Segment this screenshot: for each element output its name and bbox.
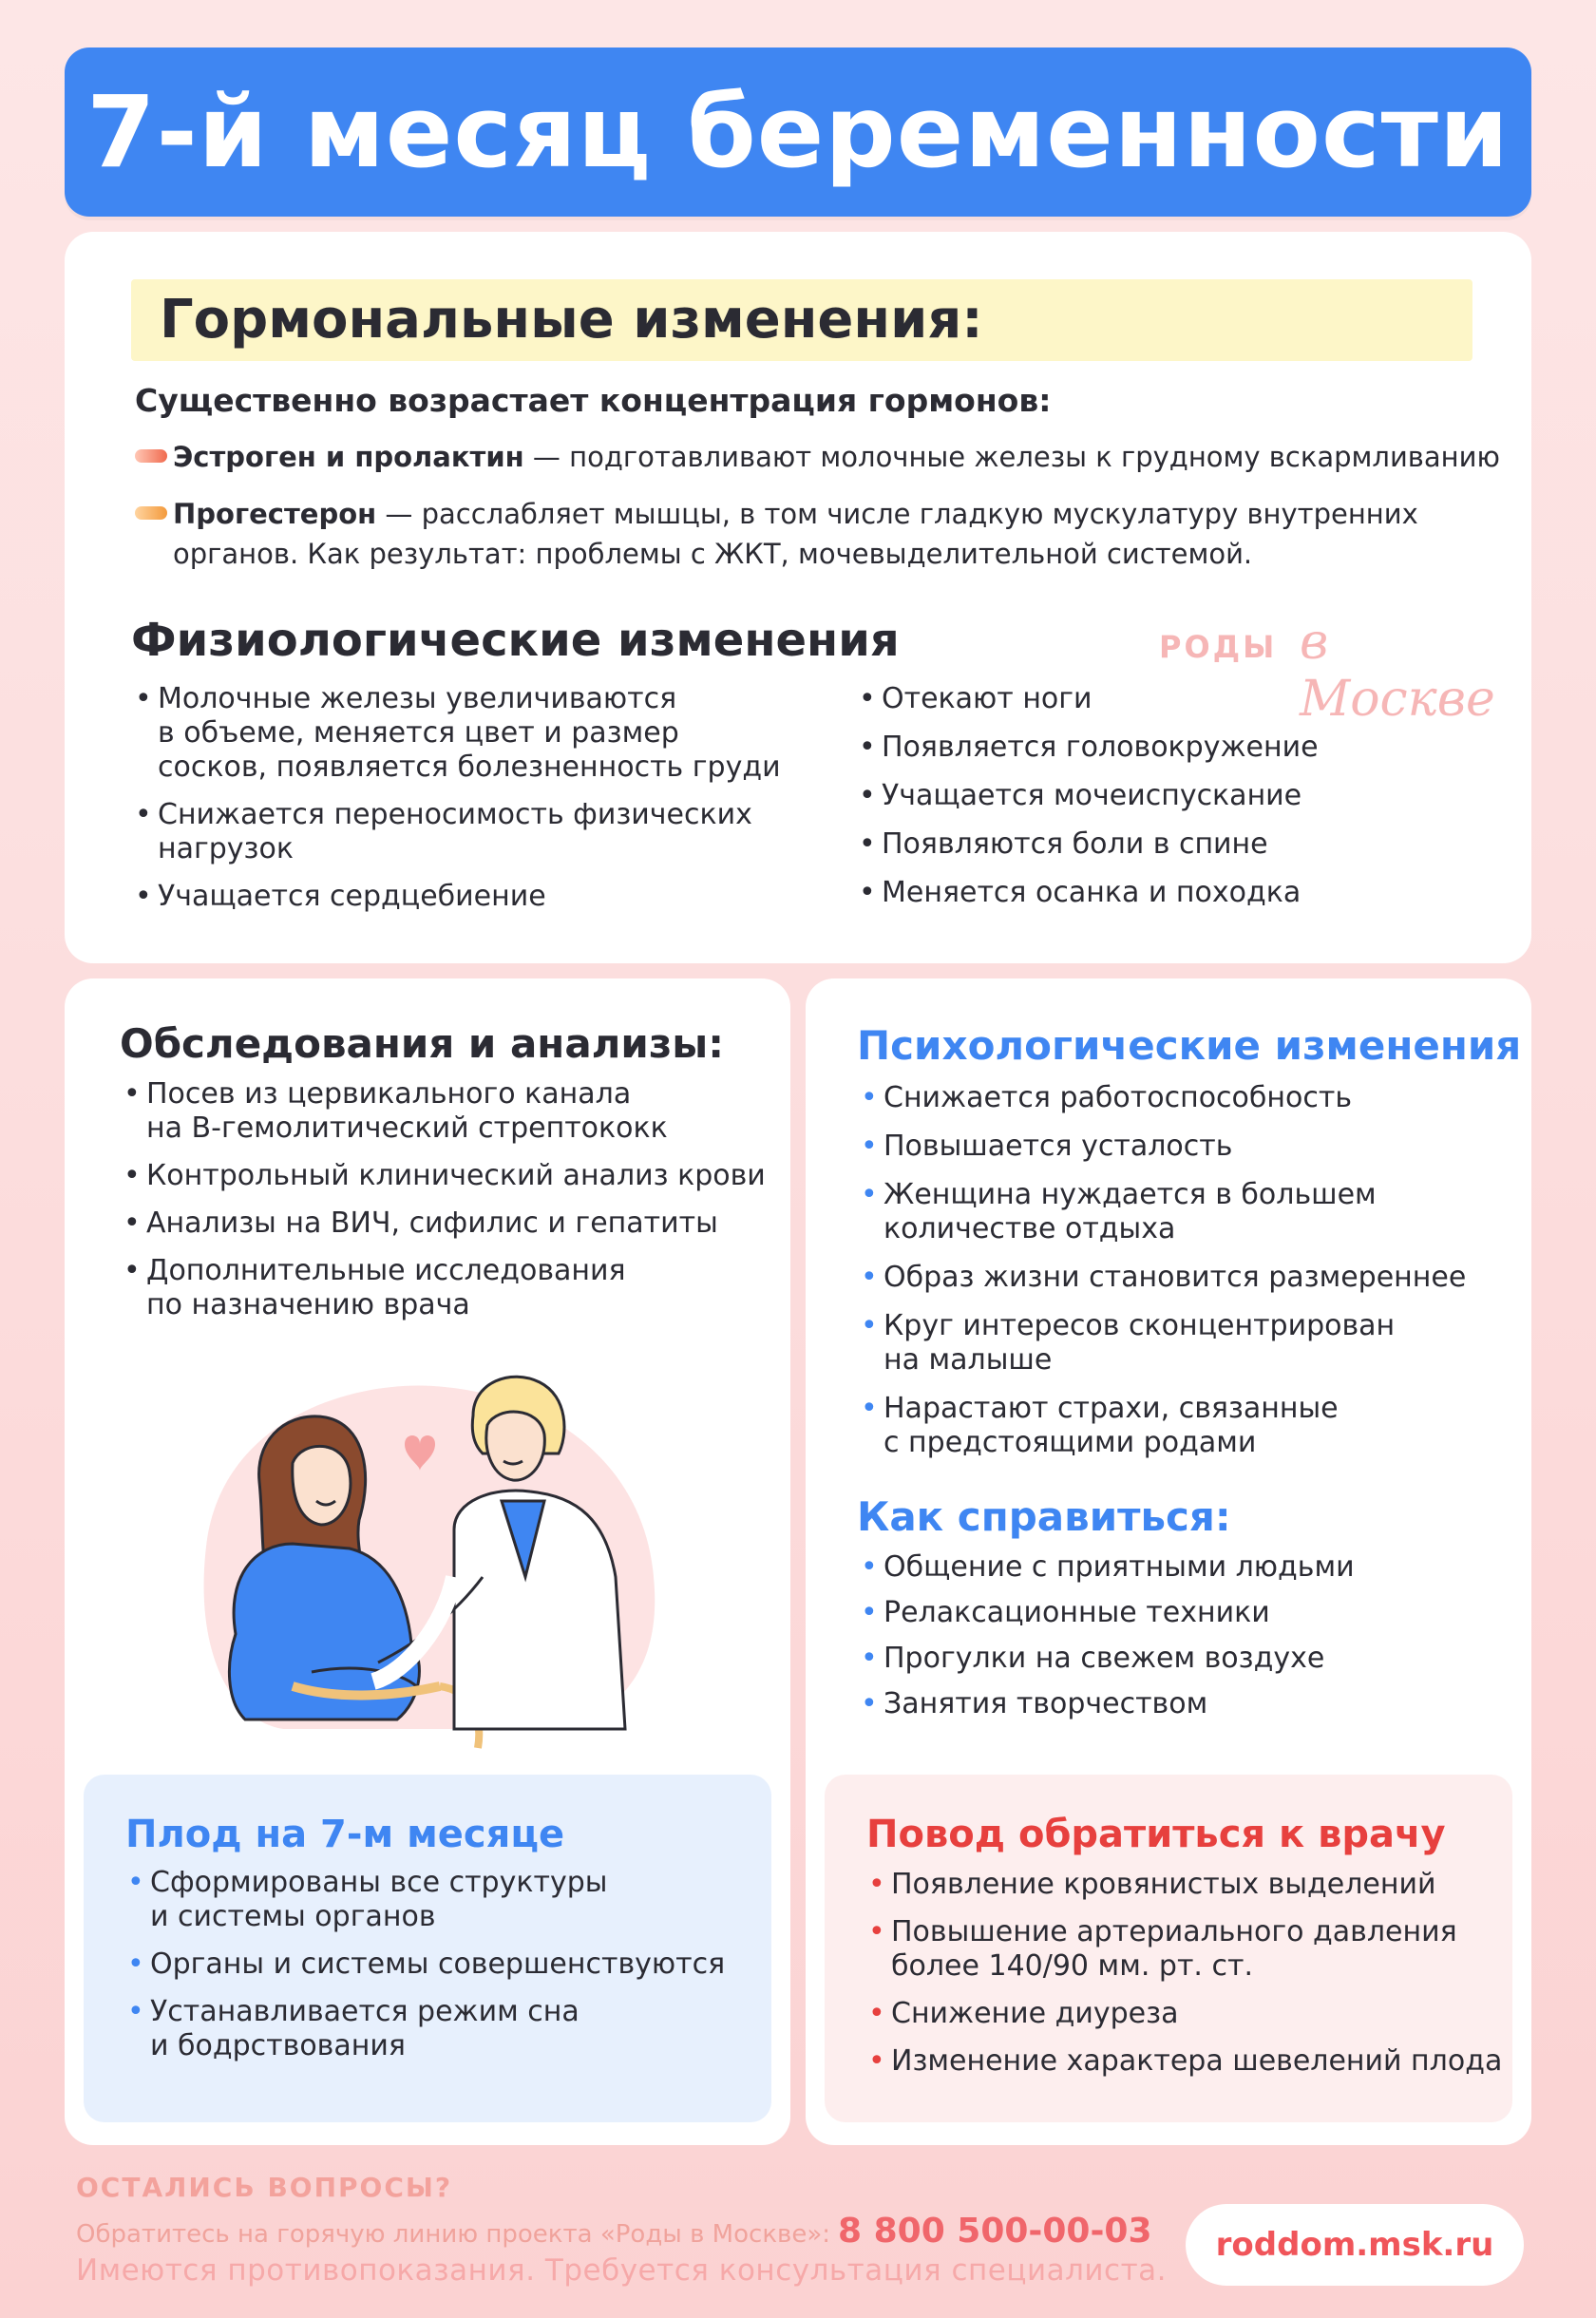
list-item: • Снижение диуреза (868, 1997, 1505, 2031)
list-item: • Посев из цервикального канала на В-гемолитический стрептококк (124, 1077, 779, 1146)
hormone-item-progesterone (135, 494, 1418, 574)
hormonal-heading: Гормональные изменения: (160, 289, 983, 351)
fetus-heading: Плод на 7-м месяце (125, 1813, 565, 1856)
list-item: • Появляются боли в спине (859, 827, 1505, 862)
hormonal-heading-highlight (131, 279, 1472, 361)
psych-heading: Психологические изменения (857, 1022, 1522, 1069)
psych-card (806, 978, 1531, 2145)
list-item: • Повышается усталость (861, 1130, 1516, 1164)
list-item: • Дополнительные исследования по назначению врача (124, 1254, 779, 1322)
physio-list-right (859, 682, 1505, 910)
website-link[interactable] (1186, 2204, 1524, 2286)
list-item: • Женщина нуждается в большем количестве отдыха (861, 1178, 1516, 1246)
list-item: • Меняется осанка и походка (859, 876, 1505, 910)
hormone-term: Эстроген и пролактин (173, 441, 524, 473)
list-item: • Сформированы все структуры и системы органов (127, 1866, 754, 1934)
logo-text: РОДЫ (1159, 629, 1278, 665)
list-item: • Общение с приятными людьми (861, 1550, 1516, 1585)
hotline-text: Обратитесь на горячую линию проекта «Роды в Москве»: (76, 2220, 831, 2249)
bullet-pill-icon (135, 449, 167, 463)
bullet-pill-icon (135, 506, 167, 520)
list-item: • Повышение артериального давления более 140/90 мм. рт. ст. (868, 1915, 1505, 1984)
title-banner (65, 48, 1531, 217)
hotline-phone[interactable]: 8 800 500-00-03 (838, 2212, 1152, 2251)
fetus-list (127, 1866, 754, 2063)
see-doctor-box (825, 1775, 1512, 2122)
list-item: • Появляется головокружение (859, 731, 1505, 765)
doctor-list (868, 1868, 1505, 2079)
exams-card (65, 978, 790, 2145)
doctor-measuring-pregnant-woman-illustration (169, 1358, 682, 1758)
list-item: • Отекают ноги (859, 682, 1505, 716)
psych-list (861, 1081, 1516, 1460)
list-item: • Анализы на ВИЧ, сифилис и гепатиты (124, 1206, 779, 1241)
list-item: • Молочные железы увеличиваются в объеме, меняется цвет и размер сосков, появляется болезненность груди (135, 682, 800, 785)
physio-list-left (135, 682, 800, 914)
website-label[interactable]: roddom.msk.ru (1215, 2226, 1494, 2264)
list-item: • Занятия творчеством (861, 1687, 1516, 1721)
fetus-box (84, 1775, 771, 2122)
list-item: • Появление кровянистых выделений (868, 1868, 1505, 1902)
list-item: • Нарастают страхи, связанные с предстоящими родами (861, 1392, 1516, 1460)
physio-heading: Физиологические изменения (131, 614, 900, 667)
list-item: • Прогулки на свежем воздухе (861, 1642, 1516, 1676)
hormonal-physio-card (65, 232, 1531, 963)
list-item: • Круг интересов сконцентрирован на малыше (861, 1309, 1516, 1378)
footer-hotline (76, 2212, 1152, 2251)
exams-list (124, 1077, 779, 1322)
doctor-heading: Повод обратиться к врачу (866, 1813, 1446, 1856)
rody-v-moskve-logo (1159, 612, 1495, 728)
hormone-item-estrogen (135, 437, 1500, 477)
footer-warning: Имеются противопоказания. Требуется консультация специалиста. (76, 2253, 1168, 2288)
hormone-text: — подготавливают молочные железы к грудному вскармливанию (523, 441, 1500, 473)
page-title: 7-й месяц беременности (86, 74, 1510, 190)
cope-heading: Как справиться: (857, 1493, 1231, 1540)
hormone-term: Прогестерон (173, 498, 377, 530)
hormone-text: — расслабляет мышцы, в том числе гладкую мускулатуру внутренних (376, 498, 1418, 530)
list-item: • Снижается работоспособность (861, 1081, 1516, 1115)
footer-question: ОСТАЛИСЬ ВОПРОСЫ? (76, 2172, 453, 2203)
list-item: • Образ жизни становится размереннее (861, 1261, 1516, 1295)
hormone-text-cont: органов. Как результат: проблемы с ЖКТ, мочевыделительной системой. (173, 538, 1253, 570)
list-item: • Изменение характера шевелений плода (868, 2044, 1505, 2079)
list-item: • Учащается мочеиспускание (859, 779, 1505, 813)
list-item: • Контрольный клинический анализ крови (124, 1159, 779, 1193)
list-item: • Органы и системы совершенствуются (127, 1948, 754, 1982)
exams-heading: Обследования и анализы: (120, 1020, 725, 1067)
list-item: • Устанавливается режим сна и бодрствования (127, 1995, 754, 2063)
list-item: • Релаксационные техники (861, 1596, 1516, 1630)
list-item: • Снижается переносимость физических нагрузок (135, 798, 800, 866)
list-item: • Учащается сердцебиение (135, 880, 800, 914)
hormonal-lead: Существенно возрастает концентрация гормонов: (135, 382, 1052, 419)
cope-list (861, 1550, 1516, 1721)
logo-script: в Москве (1300, 614, 1495, 728)
